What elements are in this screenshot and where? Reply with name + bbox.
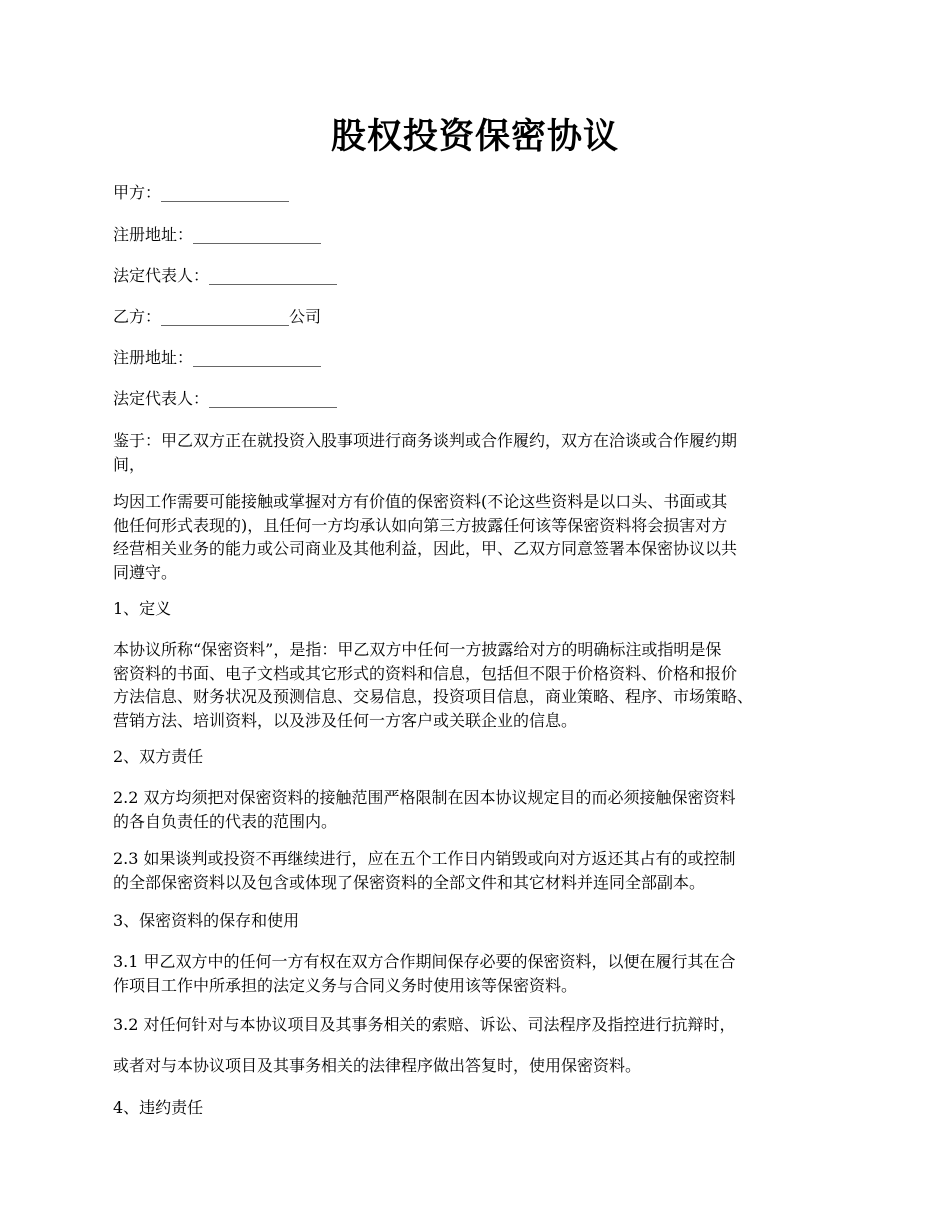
section-3-heading: 3、保密资料的保存和使用 [113,911,300,930]
party-a-representative-line: 法定代表人：________________ [113,266,338,285]
party-a-line: 甲方：________________ [113,183,290,202]
paragraph-line: 的各自负责任的代表的范围内。 [113,811,338,831]
party-a-address-line: 注册地址：________________ [113,225,322,244]
party-b-address-line: 注册地址：________________ [113,348,322,367]
paragraph-line: 同遵守。 [113,562,178,582]
section-1-paragraph [113,638,853,732]
clause-2-2-paragraph [113,786,853,833]
paragraph-line: 的全部保密资料以及包含或体现了保密资料的全部文件和其它材料并连同全部副本。 [113,872,706,892]
clause-3-2-continuation: 或者对与本协议项目及其事务相关的法律程序做出答复时，使用保密资料。 [113,1056,642,1075]
clause-3-2-paragraph: 3.2 对任何针对与本协议项目及其事务相关的索赔、诉讼、司法程序及指控进行抗辩时， [113,1015,736,1034]
paragraph-line: 鉴于：甲乙双方正在就投资入股事项进行商务谈判或合作履约，双方在洽谈或合作履约期 [113,431,738,450]
party-b-line: 乙方：________________公司 [113,307,322,326]
paragraph-line: 3.1 甲乙双方中的任何一方有权在双方合作期间保存必要的保密资料，以便在履行其在合 [113,952,736,971]
preamble-paragraph [113,490,853,584]
paragraph-line: 他任何形式表现的)，且任何一方均承认如向第三方披露任何该等保密资料将会损害对方 [113,515,728,535]
section-4-heading: 4、违约责任 [113,1098,204,1117]
paragraph-line: 间， [113,454,146,474]
paragraph-line: 本协议所称“保密资料”，是指：甲乙双方中任何一方披露给对方的明确标注或指明是保 [113,640,722,659]
document-title: 股权投资保密协议 [330,116,619,157]
paragraph-line: 作项目工作中所承担的法定义务与合同义务时使用该等保密资料。 [113,975,578,995]
paragraph-line: 营销方法、培训资料，以及涉及任何一方客户或关联企业的信息。 [113,710,578,730]
section-1-heading: 1、定义 [113,599,172,618]
paragraph-line: 均因工作需要可能接触或掌握对方有价值的保密资料(不论这些资料是以口头、书面或其 [113,492,728,511]
paragraph-line: 密资料的书面、电子文档或其它形式的资料和信息，包括但不限于价格资料、价格和报价 [113,663,738,683]
paragraph-line: 2.2 双方均须把对保密资料的接触范围严格限制在因本协议规定目的而必须接触保密资料 [113,788,736,807]
party-b-representative-line: 法定代表人：________________ [113,389,338,408]
clause-3-1-paragraph [113,950,853,997]
clause-2-3-paragraph [113,847,853,894]
paragraph-line: 方法信息、财务状况及预测信息、交易信息，投资项目信息，商业策略、程序、市场策略、 [113,687,754,706]
whereas-paragraph [113,429,853,476]
section-2-heading: 2、双方责任 [113,747,204,766]
paragraph-line: 2.3 如果谈判或投资不再继续进行，应在五个工作日内销毁或向对方返还其占有的或控制 [113,849,736,868]
paragraph-line: 经营相关业务的能力或公司商业及其他利益，因此，甲、乙双方同意签署本保密协议以共 [113,539,738,558]
